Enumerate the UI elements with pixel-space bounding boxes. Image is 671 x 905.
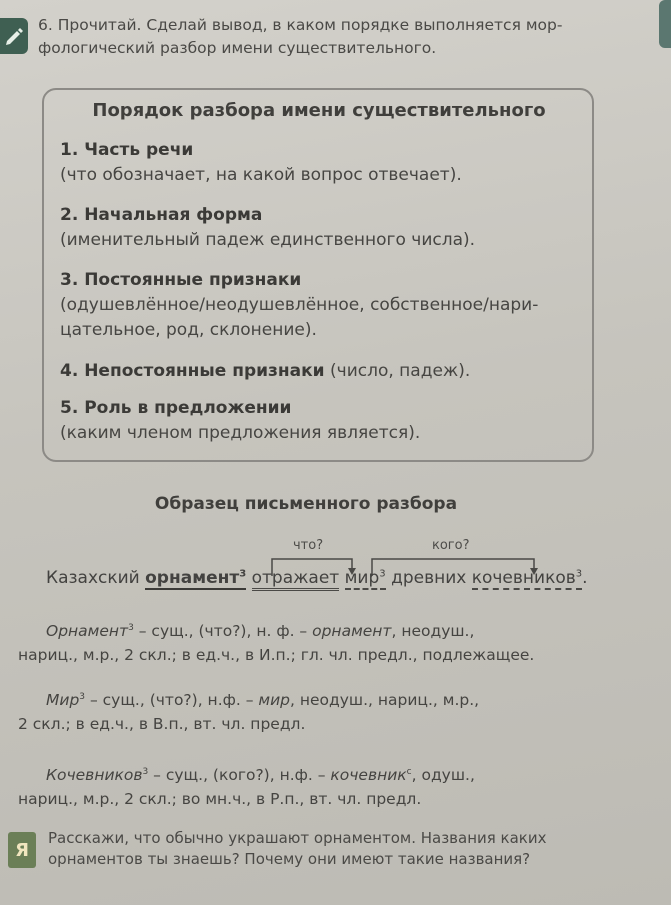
step-heading: 4. Непостоянные признаки	[60, 361, 325, 381]
step-description: (каким членом предложения является).	[60, 423, 421, 443]
instruction-line: фологический разбор имени существительного.	[38, 39, 437, 57]
word-analysis: Орнамент$^3$ – сущ., (что?), н. ф. – орнамент, неодуш., нариц., м.р., 2 скл.; в ед.ч., в И.п.; гл. чл. предл., подлежащее.	[18, 616, 618, 667]
analysis-line: нариц., м.р., 2 скл.; во мн.ч., в Р.п., вт. чл. предл.	[18, 790, 422, 809]
word-analysis: Мир$^3$ – сущ., (что?), н.ф. – мир, неодуш., нариц., м.р., 2 скл.; в ед.ч., в В.п., вт. чл. предл.	[18, 685, 618, 736]
question-line: орнаментов ты знаешь? Почему они имеют такие названия?	[48, 850, 531, 868]
step-heading: 3. Постоянные признаки	[60, 270, 302, 290]
sample-sentence: Казахский орнамент$^3$ отражает мир$^3$ древних кочевников$^3$.	[46, 568, 626, 588]
word: Казахский	[46, 568, 140, 588]
step-description: (одушевлённое/неодушевлённое, собственное/нари-	[60, 295, 539, 315]
step-heading: 2. Начальная форма	[60, 205, 263, 225]
sample-title: Образец письменного разбора	[154, 494, 458, 514]
question-line: Расскажи, что обычно украшают орнаментом. Названия каких	[48, 829, 547, 847]
discussion-question	[48, 828, 608, 870]
rule-step	[60, 396, 590, 446]
page-edge-tab	[659, 0, 671, 48]
question-whom: кого?	[432, 538, 470, 553]
subject-word: орнамент$^3$	[145, 568, 247, 588]
word-analysis: Кочевников$^3$ – сущ., (кого?), н.ф. – кочевник$^с$, одуш., нариц., м.р., 2 скл.; во мн.ч., в Р.п., вт. чл. предл.	[18, 760, 618, 811]
object-word: кочевников$^3$	[471, 568, 583, 588]
analyzed-word: Мир	[46, 691, 80, 710]
rule-step	[60, 203, 590, 253]
task-instruction	[38, 14, 638, 60]
instruction-line: 6. Прочитай. Сделай вывод, в каком порядке выполняется мор-	[38, 16, 563, 34]
analyzed-word: Орнамент	[46, 622, 129, 641]
predicate-word: отражает	[252, 568, 340, 591]
speech-task-icon: Я	[8, 832, 36, 868]
rule-step	[60, 359, 590, 384]
pen-icon	[0, 18, 28, 54]
rule-title: Порядок разбора имени существительного	[92, 100, 546, 121]
analysis-line: нариц., м.р., 2 скл.; в ед.ч., в И.п.; гл. чл. предл., подлежащее.	[18, 646, 535, 665]
analyzed-word: Кочевников	[46, 766, 143, 785]
word: древних	[391, 568, 467, 588]
rule-step	[60, 138, 590, 188]
step-description: (число, падеж).	[330, 361, 471, 381]
step-description: цательное, род, склонение).	[60, 320, 317, 340]
step-description: (что обозначает, на какой вопрос отвечает).	[60, 165, 462, 185]
object-word: мир$^3$	[344, 568, 386, 588]
step-heading: 5. Роль в предложении	[60, 398, 292, 418]
step-heading: 1. Часть речи	[60, 140, 194, 160]
step-description: (именительный падеж единственного числа).	[60, 230, 476, 250]
question-what: что?	[293, 538, 324, 553]
analysis-line: 2 скл.; в ед.ч., в В.п., вт. чл. предл.	[18, 715, 306, 734]
rule-step	[60, 268, 590, 343]
